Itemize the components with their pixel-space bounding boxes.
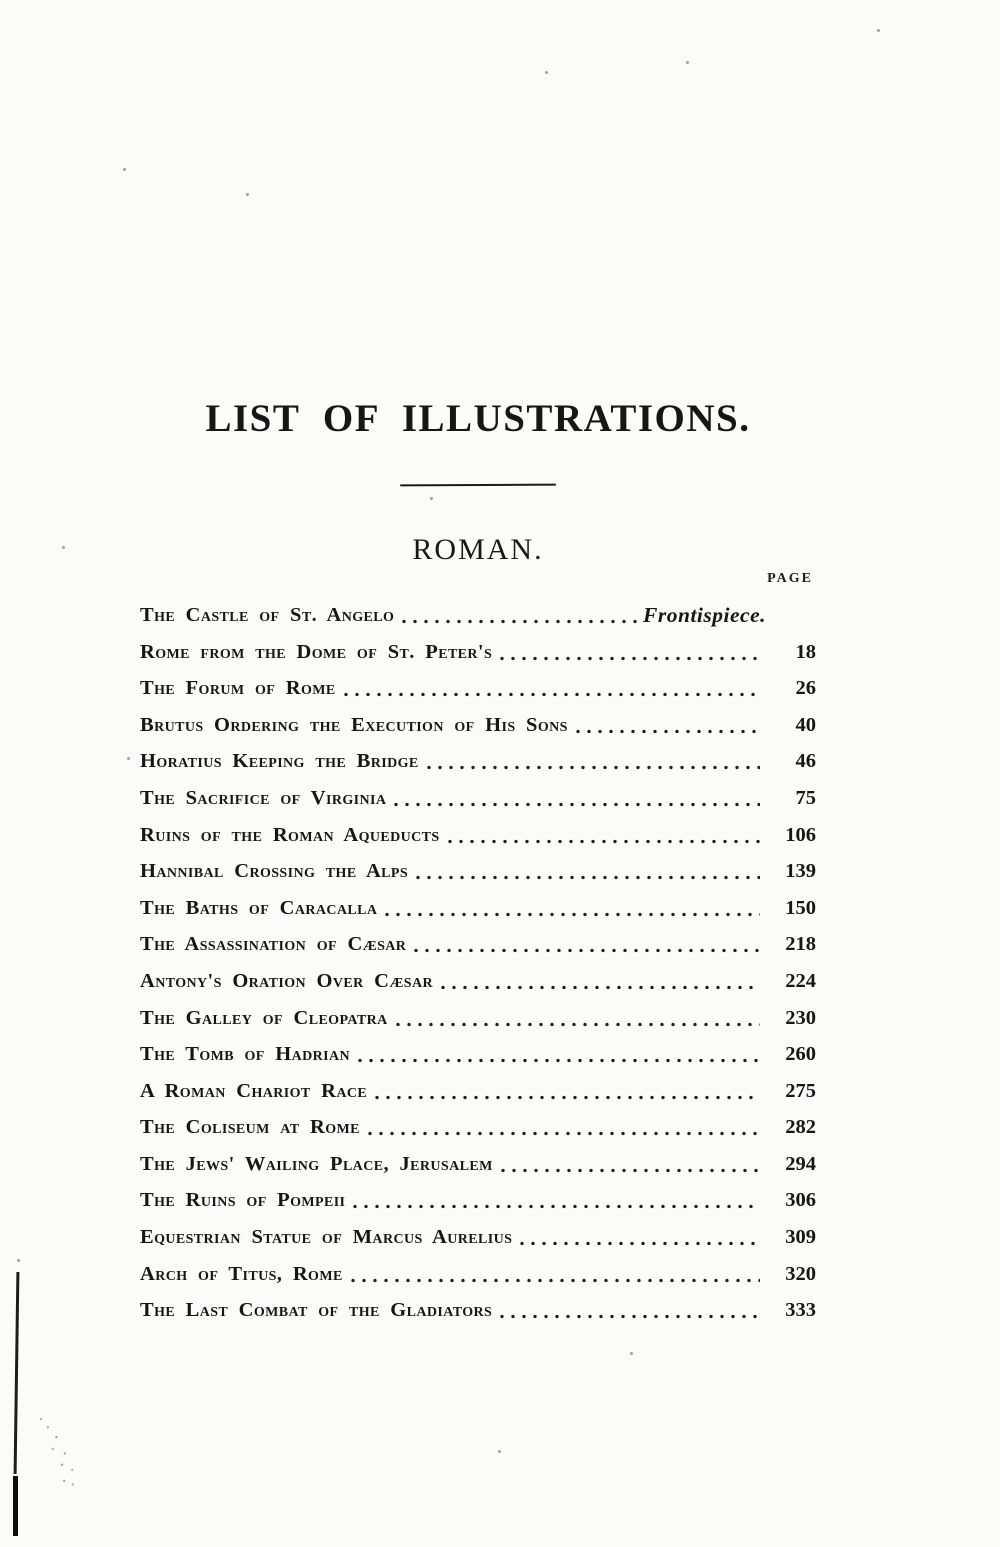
dot-leader [368, 1131, 760, 1136]
toc-row [140, 1288, 816, 1325]
dot-leader [520, 1241, 760, 1246]
toc-row [140, 775, 816, 812]
page-number: 224 [785, 969, 816, 992]
toc-row [140, 885, 816, 922]
toc-row [140, 1032, 816, 1069]
page-number: 46 [795, 750, 816, 773]
dot-leader [394, 802, 760, 807]
scan-speck [123, 168, 126, 171]
dot-leader [353, 1204, 760, 1209]
illustration-title: Rome from the Dome of St. Peter's [140, 640, 493, 663]
scan-speck [498, 1450, 501, 1453]
toc-row [140, 849, 816, 886]
illustration-title: A Roman Chariot Race [140, 1079, 368, 1102]
illustration-title: The Jews' Wailing Place, Jerusalem [140, 1152, 493, 1175]
page-number: 26 [795, 677, 816, 700]
dot-leader [402, 619, 637, 624]
toc-row [140, 1178, 816, 1215]
page-number: 294 [785, 1152, 816, 1175]
scan-speck [877, 29, 880, 32]
page-number: 320 [785, 1262, 816, 1285]
page-number: 230 [785, 1006, 816, 1029]
scan-speck [246, 193, 249, 196]
illustration-title: Brutus Ordering the Execution of His Sons [140, 713, 568, 736]
scan-speck [545, 71, 548, 74]
scan-streak-artifact [14, 1272, 19, 1474]
page-number: 18 [795, 640, 816, 663]
illustration-title: The Coliseum at Rome [140, 1116, 360, 1139]
scan-speck [430, 497, 433, 500]
page-number: 150 [785, 896, 816, 919]
page-number: 306 [785, 1189, 816, 1212]
scan-smudge-artifact [40, 1418, 43, 1421]
toc-row [140, 1214, 816, 1251]
illustration-title: Ruins of the Roman Aqueducts [140, 823, 440, 846]
dot-leader [385, 912, 760, 917]
dot-leader [500, 1314, 760, 1319]
toc-row [140, 922, 816, 959]
illustration-title: The Baths of Caracalla [140, 896, 378, 919]
page-number: 106 [785, 823, 816, 846]
illustration-title: Arch of Titus, Rome [140, 1262, 343, 1285]
scan-speck [17, 1259, 20, 1262]
toc-row [140, 629, 816, 666]
toc-row [140, 702, 816, 739]
dot-leader [416, 875, 760, 880]
toc-row [140, 592, 816, 629]
dot-leader [500, 656, 760, 661]
scan-speck [62, 546, 65, 549]
page-content [140, 398, 816, 1324]
dot-leader [344, 692, 760, 697]
dot-leader [501, 1168, 760, 1173]
scan-speck [686, 61, 689, 64]
illustration-title: The Forum of Rome [140, 677, 336, 700]
illustration-title: Hannibal Crossing the Alps [140, 860, 409, 883]
scan-streak-artifact [13, 1476, 18, 1536]
toc-row [140, 958, 816, 995]
page-number: 260 [785, 1043, 816, 1066]
page-number: Frontispiece. [643, 602, 766, 627]
scan-speck [630, 1352, 633, 1355]
toc-row [140, 1251, 816, 1288]
page-number: 333 [785, 1299, 816, 1322]
toc-row [140, 1068, 816, 1105]
page-number: 40 [795, 713, 816, 736]
dot-leader [351, 1278, 760, 1283]
page-number: 282 [785, 1116, 816, 1139]
illustration-title: The Tomb of Hadrian [140, 1043, 351, 1066]
dot-leader [375, 1095, 760, 1100]
dot-leader [448, 839, 760, 844]
illustration-title: The Galley of Cleopatra [140, 1006, 388, 1029]
page-title: LIST OF ILLUSTRATIONS. [205, 397, 751, 440]
dot-leader [576, 729, 760, 734]
illustration-title: The Last Combat of the Gladiators [140, 1299, 493, 1322]
dot-leader [358, 1058, 760, 1063]
illustration-title: The Castle of St. Angelo [140, 603, 395, 626]
illustration-title: Horatius Keeping the Bridge [140, 750, 419, 773]
page-number: 275 [785, 1079, 816, 1102]
page-number: 218 [785, 933, 816, 956]
page-number: 139 [785, 860, 816, 883]
illustration-title: The Assassination of Cæsar [140, 933, 407, 956]
toc-row [140, 812, 816, 849]
title-divider-rule [400, 484, 556, 487]
dot-leader [427, 765, 760, 770]
page-column-header: PAGE [767, 571, 813, 587]
dot-leader [414, 948, 760, 953]
toc-row [140, 739, 816, 776]
illustration-title: The Ruins of Pompeii [140, 1189, 346, 1212]
toc-row [140, 1141, 816, 1178]
section-heading: ROMAN. [412, 533, 544, 567]
dot-leader [441, 985, 760, 990]
scan-speck [127, 757, 130, 760]
page-number: 75 [795, 786, 816, 809]
dot-leader [396, 1022, 760, 1027]
illustration-title: Antony's Oration Over Cæsar [140, 969, 433, 992]
toc-list [140, 592, 816, 1324]
page-number: 309 [785, 1226, 816, 1249]
toc-row [140, 666, 816, 703]
illustration-title: The Sacrifice of Virginia [140, 786, 387, 809]
toc-row [140, 995, 816, 1032]
toc-row [140, 1105, 816, 1142]
illustration-title: Equestrian Statue of Marcus Aurelius [140, 1226, 513, 1249]
